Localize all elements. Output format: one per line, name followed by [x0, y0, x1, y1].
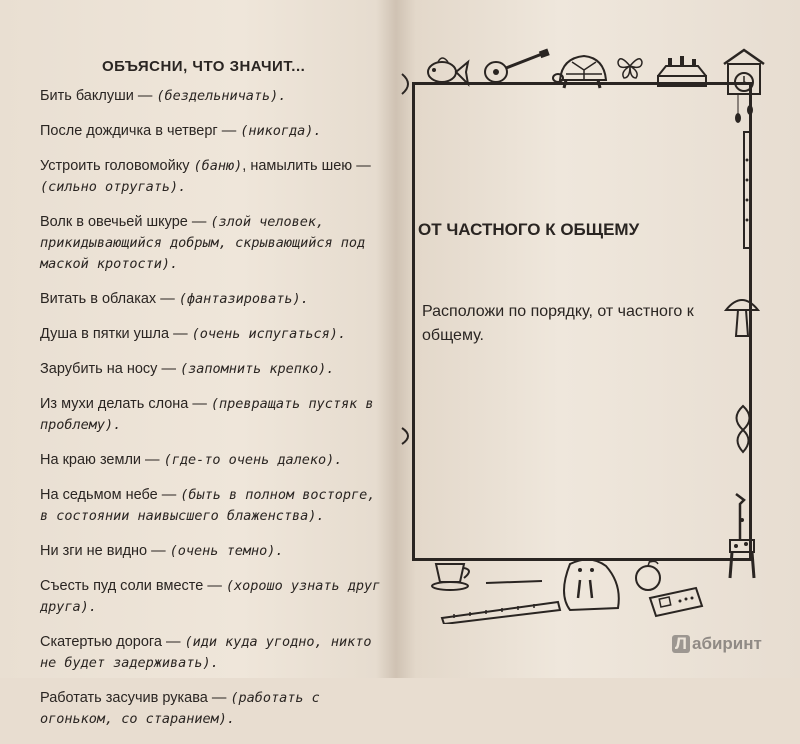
idiom-entry: Душа в пятки ушла — (очень испугаться). — [40, 326, 347, 342]
right-page — [400, 0, 800, 678]
mushroom-icon — [722, 290, 762, 340]
idiom-entry: Работать засучив рукава — (работать с огоньком, со старанием). — [40, 690, 320, 727]
giraffe-icon — [706, 490, 766, 582]
flute-icon — [738, 130, 756, 250]
idiom-entry: На седьмом небе — (быть в полном восторге, в состоянии наивысшего блаженства). — [40, 487, 376, 524]
right-page-heading: ОТ ЧАСТНОГО К ОБЩЕМУ — [418, 220, 640, 239]
idiom-entry: Зарубить на носу — (запомнить крепко). — [40, 361, 335, 377]
butterfly-icon — [616, 52, 644, 80]
idiom-entry: Скатертью дорога — (иди куда угодно, никто не будет задерживать). — [40, 634, 372, 671]
idiom-entry: Ни зги не видно — (очень темно). — [40, 543, 284, 559]
teacup-icon — [428, 560, 478, 594]
idiom-entry: После дождичка в четверг — (никогда). — [40, 123, 322, 139]
idiom-entry: На краю земли — (где-то очень далеко). — [40, 452, 343, 468]
leaf-icon — [400, 424, 414, 448]
idiom-entry: Устроить головомойку (баню), намылить шею — (сильно отругать). — [40, 158, 371, 195]
idiom-entry: Бить баклуши — (бездельничать). — [40, 88, 287, 104]
leaf-icon — [730, 404, 756, 454]
walrus-icon — [550, 554, 630, 616]
idiom-list — [40, 86, 390, 744]
left-page-heading: ОБЪЯСНИ, ЧТО ЗНАЧИТ... — [102, 58, 306, 75]
idiom-entry: Съесть пуд соли вместе — (хорошо узнать друг друга). — [40, 578, 381, 615]
pencil-icon — [484, 576, 544, 590]
idiom-entry: Витать в облаках — (фантазировать). — [40, 291, 309, 307]
leaf-icon — [400, 70, 414, 98]
left-page — [0, 0, 400, 727]
cuckoo-clock-icon — [722, 48, 766, 124]
watermark-logo-icon: Л — [672, 635, 690, 653]
chessboard-icon — [654, 54, 710, 88]
guitar-icon — [482, 48, 552, 88]
turtle-icon — [552, 50, 612, 92]
idiom-entry: Из мухи делать слона — (превращать пустяк в проблему). — [40, 396, 374, 433]
goldfish-icon — [420, 50, 470, 95]
watermark — [672, 634, 762, 654]
task-instruction: Расположи по порядку, от частного к общему. — [422, 303, 694, 344]
phone-icon — [646, 584, 706, 620]
ruler-icon — [440, 596, 564, 624]
idiom-entry: Волк в овечьей шкуре — (злой человек, прикидывающийся добрым, скрывающийся под маской кротости). — [40, 214, 366, 272]
watermark-text: абиринт — [692, 634, 762, 653]
